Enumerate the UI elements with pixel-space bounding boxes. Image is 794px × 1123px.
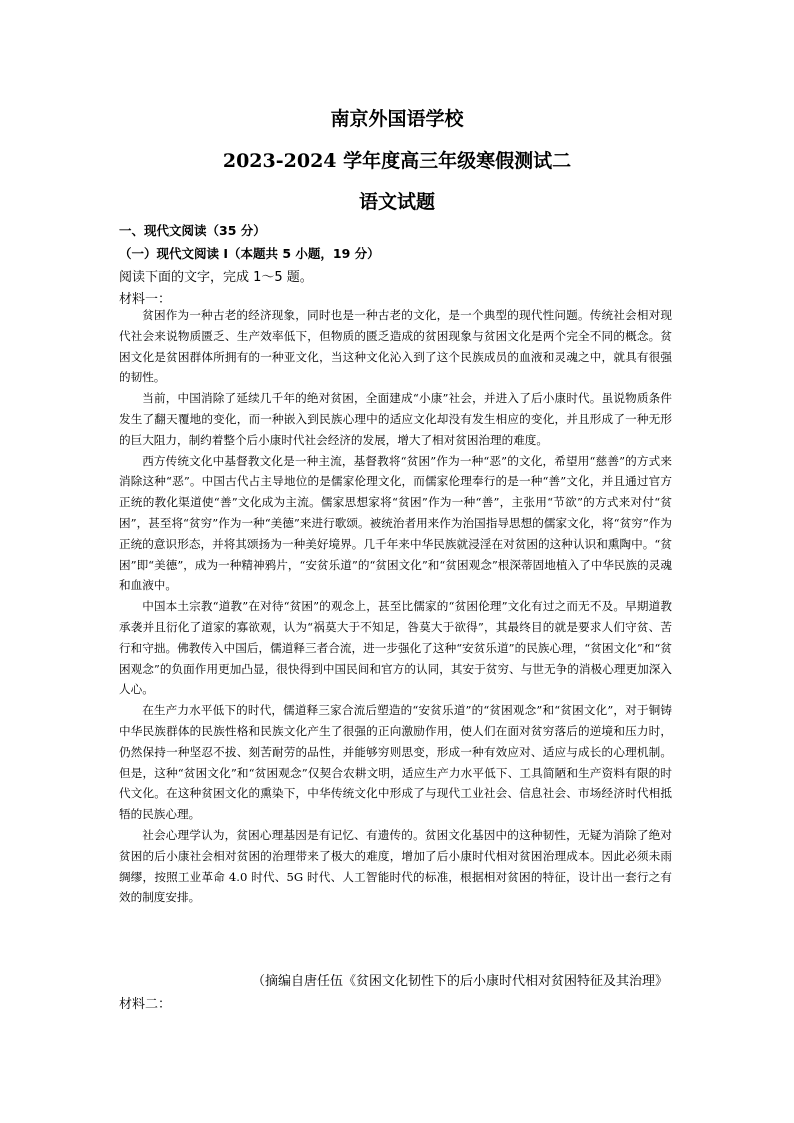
passage-paragraph: 中国本土宗教“道教”在对待“贫困”的观念上，甚至比儒家的“贫困伦理”文化有过之而无不及。早期道教承袭并且衍化了道家的寡欲观，认为“祸莫大于不知足，咎莫大于欲得”，其最终目的就是要求人们守贫、苦行和守拙。佛教传入中国后，儒道释三者合流，进一步强化了这种“安贫乐道”的民族心理，“贫困文化”和“贫困观念”的负面作用更加凸显，很快得到中国民间和官方的认同，其安于贫穷、与世无争的消极心理更加深入人心。	[119, 599, 672, 697]
subsection-heading: （一）现代文阅读 I（本题共 5 小题，19 分）	[119, 246, 380, 261]
passage-paragraph: 社会心理学认为，贫困心理基因是有记忆、有遗传的。贫困文化基因中的这种韧性，无疑为消除了绝对贫困的后小康社会相对贫困的治理带来了极大的难度，增加了后小康时代相对贫困治理成本。因此必须未雨绸缪，按照工业革命 4.0 时代、5G 时代、人工智能时代的标准，根据相对贫困的特征，设计出一套行之有效的制度安排。	[119, 827, 672, 905]
passage-paragraph: 贫困作为一种古老的经济现象，同时也是一种古老的文化，是一个典型的现代性问题。传统社会相对现代社会来说物质匮乏、生产效率低下，但物质的匮乏造成的贫困现象与贫困文化是两个完全不同的概念。贫困文化是贫困群体所拥有的一种亚文化，当这种文化沁入到了这个民族成员的血液和灵魂之中，就具有很强的韧性。	[119, 308, 672, 385]
school-title: 南京外国语学校	[330, 108, 464, 130]
source-citation: （摘编自唐任伍《贫困文化韧性下的后小康时代相对贫困特征及其治理》	[251, 974, 668, 989]
reading-instruction: 阅读下面的文字，完成 1～5 题。	[119, 270, 313, 285]
passage-paragraph: 当前，中国消除了延续几千年的绝对贫困，全面建成“小康”社会，并进入了后小康时代。虽说物质条件发生了翻天覆地的变化，而一种嵌入到民族心理中的适应文化却没有发生相应的变化，并且形成了一种无形的巨大阻力，制约着整个后小康时代社会经济的发展，增大了相对贫困治理的难度。	[119, 391, 672, 447]
passage	[119, 305, 672, 908]
material-two-label: 材料二：	[119, 997, 172, 1012]
passage-paragraph: 在生产力水平低下的时代，儒道释三家合流后塑造的“安贫乐道”的“贫困观念”和“贫困文化”，对于铜铸中华民族群体的民族性格和民族文化产生了很强的正向激励作用，使人们在面对贫穷落后的逆境和压力时，仍然保持一种坚忍不拔、刻苦耐劳的品性，并能够穷则思变，形成一种有效应对、适应与成长的心理机制。但是，这种“贫困文化”和“贫困观念”仅契合农耕文明，适应生产力水平低下、工具简陋和生产资料有限的时代文化。在这种贫困文化的熏染下，中华传统文化中形成了与现代工业社会、信息社会、市场经济时代相抵牾的民族心理。	[119, 703, 672, 822]
exam-title: 2023-2024 学年度高三年级寒假测试二	[222, 150, 572, 172]
passage-paragraph: 西方传统文化中基督教文化是一种主流，基督教将“贫困”作为一种“恶”的文化，希望用“慈善”的方式来消除这种“恶”。中国古代占主导地位的是儒家伦理文化，而儒家伦理奉行的是一种“善”文化，并且通过官方正统的教化渠道使“善”文化成为主流。儒家思想家将“贫困”作为一种“善”，主张用“节欲”的方式来对付“贫困”，甚至将“贫穷”作为一种“美德”来进行歌颂。被统治者用来作为治国指导思想的儒家文化，将“贫穷”作为正统的意识形态，并将其颂扬为一种美好境界。几千年来中华民族就浸淫在对贫困的这种认识和熏陶中。“贫困”即“美德”，成为一种精神鸦片，“安贫乐道”的“贫困文化”和“贫困观念”根深蒂固地植入了中华民族的灵魂和血液中。	[119, 453, 672, 593]
material-one-label: 材料一：	[119, 292, 172, 307]
section-heading: 一、现代文阅读（35 分）	[119, 223, 266, 238]
subject-title: 语文试题	[358, 191, 435, 213]
